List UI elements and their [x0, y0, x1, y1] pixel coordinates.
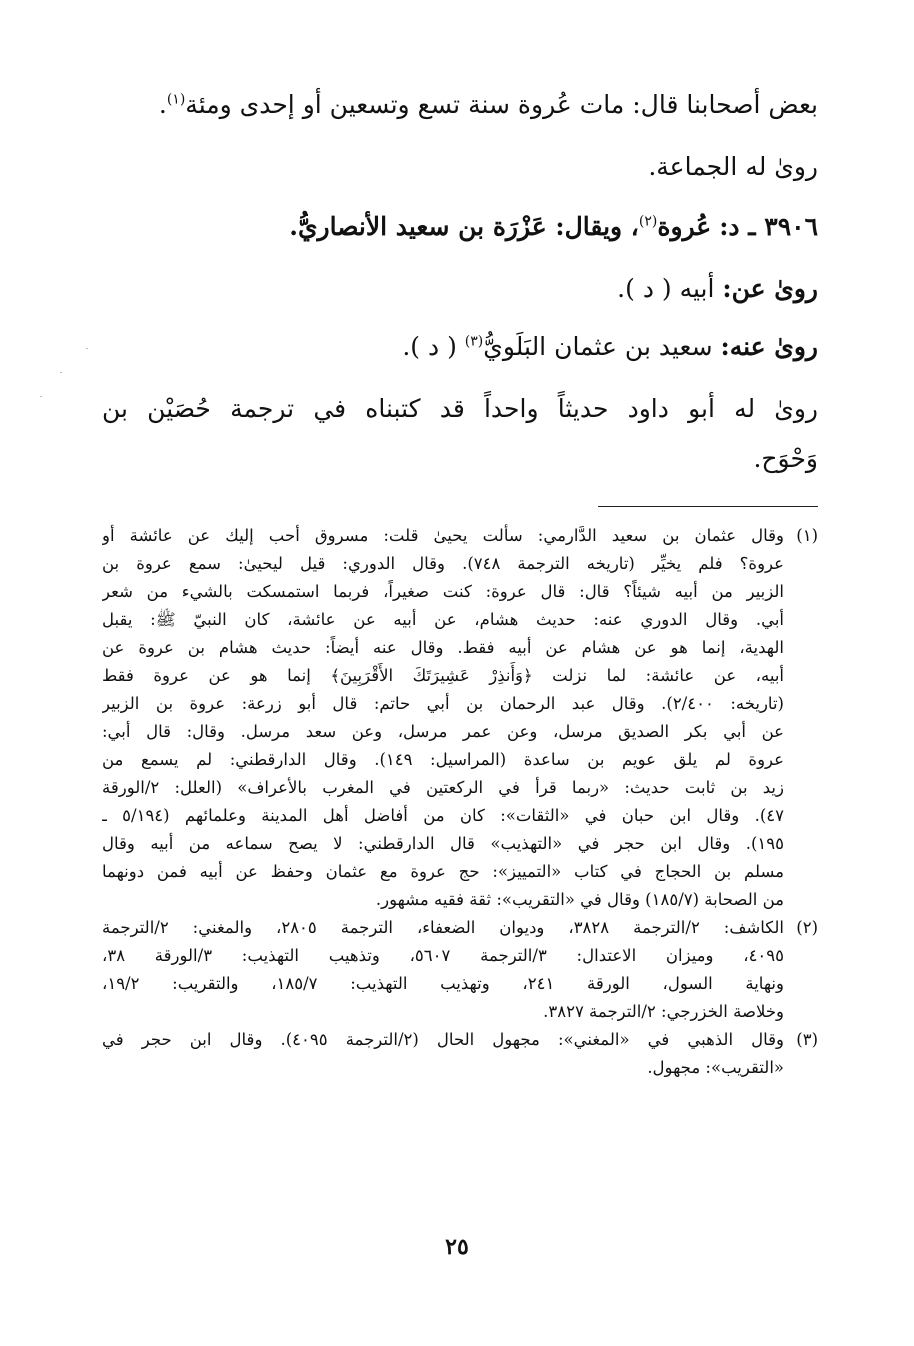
footnote-ref-2[interactable]: (٢): [638, 213, 658, 230]
footnote-line: عروة لم يلق عويم بن ساعدة (المراسيل: ١٤٩). وقال الدارقطني: لم يسمع من: [102, 750, 784, 769]
footnote-line: «التقريب»: مجهول.: [647, 1058, 784, 1077]
rawa-anhu-label: رویٰ عنه:: [720, 332, 818, 361]
footnote-line: عن أبي بكر الصديق مرسل، وعن عمر مرسل، وعن سعد مرسل. وقال: قال أبي:: [102, 722, 784, 741]
entry-name: عُروة: [657, 212, 712, 241]
entry-number: ٣٩٠٦ ـ د:: [719, 212, 818, 241]
footnote-ref-3[interactable]: (٣): [464, 333, 484, 350]
footnote-line: (تاريخه: ٢/٤٠٠). وقال عبد الرحمان بن أبي حاتم: قال أبو زرعة: عروة بن الزبير: [102, 694, 784, 713]
footnote-line: ونهاية السول، الورقة ٢٤١، وتهذيب التهذيب: ١٨٥/٧، والتقريب: ١٩/٢،: [102, 974, 784, 993]
footnote-line: الهدية، إنما هو عن هشام عن أبيه فقط. وقال عنه أيضاً: حديث هشام بن عروة عن: [102, 638, 784, 657]
closing-line-2: [753, 446, 818, 471]
footnote-line: أبيه، عن عائشة: لما نزلت ﴿وَأَنذِرْ عَشِيرَتَكَ الأَقْرَبِينَ﴾ إنما هو عن عروة فقط: [102, 666, 784, 685]
footnote-line: وقال عثمان بن سعيد الدَّارمي: سألت يحيىٰ قلت: مسروق أحب إليك عن عائشة أو: [102, 526, 784, 545]
footnote-ref-1[interactable]: (١): [166, 91, 186, 108]
scan-speck: [60, 372, 62, 373]
footnote-1: [102, 522, 818, 914]
footnote-divider: [598, 506, 818, 507]
main-line-2-text: رویٰ له الجماعة.: [648, 152, 818, 181]
footnote-line: وقال الذهبي في «المغني»: مجهول الحال (٢/الترجمة ٤٠٩٥). وقال ابن حجر في: [102, 1030, 784, 1049]
footnote-line: مسلم بن الحجاج في كتاب «التمييز»: حج عروة مع عثمان وحفظ عن أبيه فمن دونهما: [102, 862, 784, 881]
rawa-an-label: رویٰ عن:: [722, 274, 818, 303]
footnote-line: ٤٧). وقال ابن حبان في «الثقات»: كان من أفاضل أهل المدينة وعلمائهم (٥/١٩٤ ـ: [102, 806, 784, 825]
footnote-line: ٤٠٩٥، وميزان الاعتدال: ٣/الترجمة ٥٦٠٧، وتذهيب التهذيب: ٣/الورقة ٣٨،: [102, 946, 784, 965]
footnote-line: ١٩٥). وقال ابن حجر في «التهذيب» قال الدارقطني: لا يصح سماعه من أبيه وقال: [102, 834, 784, 853]
footnote-3: [102, 1026, 818, 1082]
footnote-line: الزبير من أبيه شيئاً؟ قال: قال عروة: كنت صغيراً، فربما استمسكت بالشيء من شعر: [102, 582, 784, 601]
closing-line-2-text: وَحْوَح.: [753, 444, 818, 473]
main-line-2: [648, 154, 818, 179]
footnote-line: زيد بن ثابت حديث: «ربما قرأ في الركعتين في المغرب بالأعراف» (العلل: ٢/الورقة: [102, 778, 784, 797]
footnote-line: من الصحابة (١٨٥/٧) وقال في «التقريب»: ثقة فقيه مشهور.: [375, 890, 784, 909]
footnote-line: وخلاصة الخزرجي: ٢/الترجمة ٣٨٢٧.: [543, 1002, 784, 1021]
main-line-1: [159, 92, 818, 117]
rawa-anhu-end: ( د ).: [402, 332, 465, 361]
closing-line-1-text: رویٰ له أبو داود حديثاً واحداً قد كتبناه في ترجمة حُصَيْن بن: [102, 394, 818, 423]
footnote-line: الكاشف: ٢/الترجمة ٣٨٢٨، وديوان الضعفاء، الترجمة ٢٨٠٥، والمغني: ٢/الترجمة: [102, 918, 784, 937]
main-line-1-end: .: [158, 90, 167, 119]
rawa-an-value: أبيه ( د ).: [617, 274, 715, 303]
page-number: ٢٥: [445, 1234, 469, 1260]
footnote-line: أبي. وقال الدوري عنه: حديث هشام، عن أبيه عن عائشة، كان النبيّ ﷺ: يقبل: [102, 610, 784, 629]
footnote-2-number: (٢): [796, 918, 818, 937]
rawa-anhu-line: [402, 334, 818, 359]
footnote-2-body: [102, 914, 784, 1026]
footnote-1-body: [102, 522, 784, 914]
footnote-3-body: [102, 1026, 784, 1082]
footnote-line: عروة؟ فلم يخيِّر (تاريخه الترجمة ٧٤٨). وقال الدوري: قيل ليحيىٰ: سمع عروة بن: [102, 554, 784, 573]
footnote-2: [102, 914, 818, 1026]
rawa-an-line: [617, 276, 818, 301]
main-line-1-text: بعض أصحابنا قال: مات عُروة سنة تسع وتسعين أو إحدى ومئة: [185, 90, 818, 119]
footnote-3-number: (٣): [796, 1030, 818, 1049]
footnotes-block: [102, 522, 818, 1082]
scan-speck: [86, 348, 88, 349]
closing-line-1: [102, 396, 818, 421]
scan-speck: [40, 396, 42, 397]
footnote-1-number: (١): [796, 526, 818, 545]
rawa-anhu-value: سعيد بن عثمان البَلَويُّ: [483, 332, 713, 361]
entry-heading: [289, 214, 818, 239]
entry-rest: ، ويقال: عَزْرَة بن سعيد الأنصاريُّ.: [289, 212, 639, 241]
